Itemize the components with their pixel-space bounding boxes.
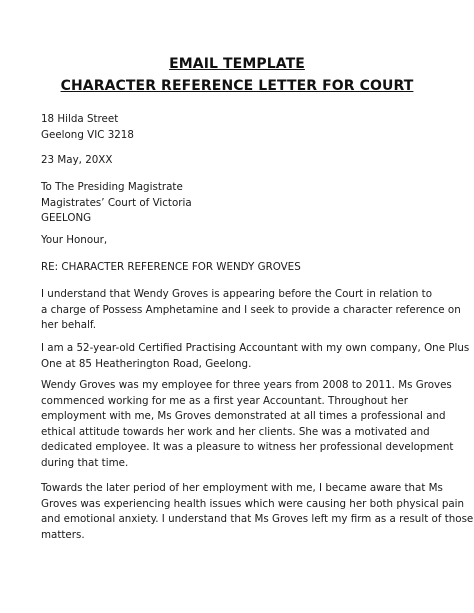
paragraph-line: Wendy Groves was my employee for three years from 2008 to 2011. Ms Groves [41,379,452,391]
paragraph-line: employment with me, Ms Groves demonstrated at all times a professional and [41,410,446,422]
paragraph-line: Groves was experiencing health issues which were causing her both physical pain [41,497,465,510]
paragraph-line: commenced working for me as a first year Accountant. Throughout her [41,394,408,407]
paragraph-1 [41,287,461,334]
paragraph-line: a charge of Possess Amphetamine and I seek to provide a character reference on [41,303,461,316]
document-subtitle: CHARACTER REFERENCE LETTER FOR COURT [60,78,414,94]
recipient-line-1: To The Presiding Magistrate [41,181,183,193]
letter-date: 23 May, 20XX [41,154,113,166]
paragraph-3 [41,378,454,471]
paragraph-2 [41,341,470,372]
paragraph-line: Towards the later period of her employment with me, I became aware that Ms [41,482,443,494]
salutation: Your Honour, [41,234,108,246]
paragraph-4 [41,481,474,543]
paragraph-line: matters. [41,528,85,541]
sender-street: 18 Hilda Street [41,113,119,125]
subject-line: RE: CHARACTER REFERENCE FOR WENDY GROVES [41,261,301,273]
paragraph-line: One at 85 Heatherington Road, Geelong. [41,357,252,370]
paragraph-line: I am a 52-year-old Certified Practising Accountant with my own company, One Plus [41,342,470,354]
paragraph-line: during that time. [41,456,129,469]
sender-address [41,112,436,143]
paragraph-line: and emotional anxiety. I understand that Ms Groves left my firm as a result of those [41,513,474,525]
paragraph-line: her behalf. [41,319,97,331]
paragraph-line: dedicated employee. It was a pleasure to witness her professional development [41,441,454,453]
recipient-line-2: Magistrates’ Court of Victoria [41,196,192,209]
recipient-line-3: GEELONG [41,212,92,224]
paragraph-line: ethical attitude towards her work and her clients. She was a motivated and [41,425,430,438]
sender-city: Geelong VIC 3218 [41,128,134,141]
recipient-block [41,180,436,227]
document-title: EMAIL TEMPLATE [169,56,305,72]
paragraph-line: I understand that Wendy Groves is appearing before the Court in relation to [41,288,432,300]
